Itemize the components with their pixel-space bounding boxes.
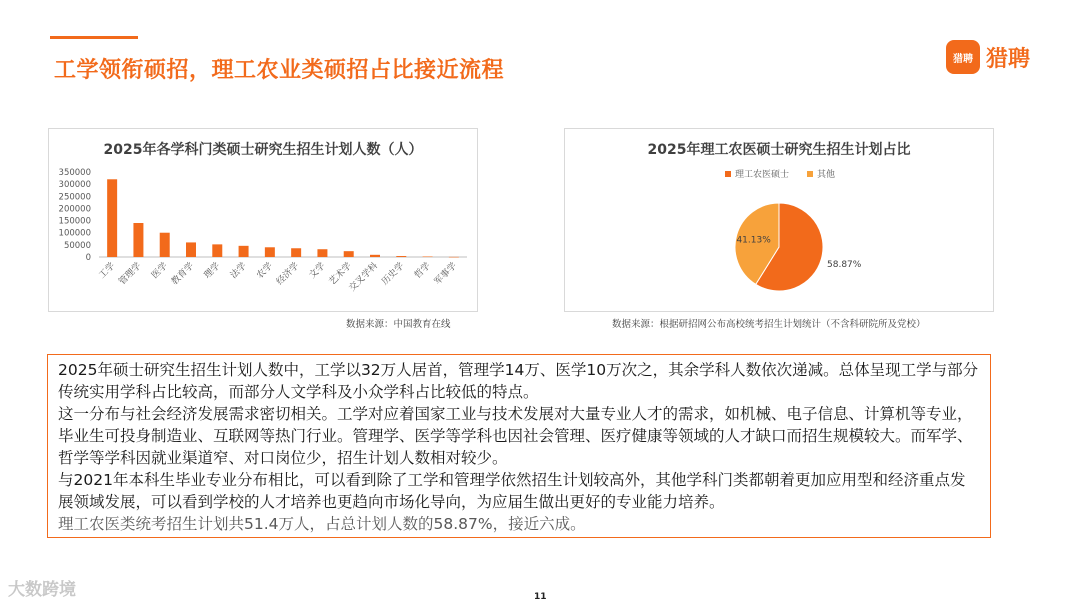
bar-军事学 [449,257,459,258]
bar-chart-panel [48,128,478,312]
page-number: 11 [534,592,547,602]
summary-textbox [47,354,991,538]
summary-paragraph-2: 这一分布与社会经济发展需求密切相关。工学对应着国家工业与技术发展对大量专业人才的需求，如机械、电子信息、计算机等专业，毕业生可投身制造业、互联网等热门行业。管理学、医学等学科也因社会管理、医疗健康等领域的人才缺口而招生规模较大。而军学、哲学等学科因就业渠道窄、对口岗位少，招生计划人数相对较少。 [58,405,973,467]
summary-paragraph-1: 2025年硕士研究生招生计划人数中，工学以32万人居首，管理学14万、医学10万次之，其余学科人数依次递减。总体呈现工学与部分传统实用学科占比较高，而部分人文学科及小众学科占比较低的特点。 [58,361,979,401]
bar-chart-source: 数据来源：中国教育在线 [346,319,451,330]
bar-历史学 [396,256,406,257]
x-tick-label: 工学 [97,261,118,281]
y-tick-label: 50000 [63,240,91,251]
brand-icon-text: 猎聘 [953,53,973,65]
bar-chart-title: 2025年各学科门类硕士研究生招生计划人数（人） [103,142,423,158]
pie-data-label: 58.87% [827,260,862,270]
bar-交叉学科 [370,255,380,257]
x-tick-label: 农学 [255,261,275,281]
y-tick-label: 350000 [58,168,91,178]
bar-医学 [160,233,170,257]
x-tick-label: 理学 [202,261,223,281]
y-tick-label: 100000 [58,228,91,239]
x-tick-label: 文学 [307,261,328,281]
y-tick-label: 150000 [58,216,91,227]
y-tick-label: 0 [85,253,91,263]
bar-教育学 [186,242,196,257]
pie-chart-title: 2025年理工农医硕士研究生招生计划占比 [647,142,911,158]
x-tick-label: 历史学 [380,261,407,288]
pie-chart-source: 数据来源：根据研招网公布高校统考招生计划统计（不含科研院所及党校） [612,319,926,330]
bar-艺术学 [344,251,354,257]
x-tick-label: 教育学 [169,261,197,288]
legend-marker [725,171,731,177]
bar-文学 [317,249,327,257]
bar-经济学 [291,248,301,257]
title-accent-line [50,36,138,39]
bar-法学 [239,246,249,257]
x-tick-label: 经济学 [275,261,302,288]
pie-data-label: 41.13% [736,235,771,246]
summary-paragraph-4: 理工农医类统考招生计划共51.4万人，占总计划人数的58.87%，接近六成。 [58,515,586,533]
legend-label: 其他 [817,170,836,180]
y-tick-label: 250000 [58,192,91,203]
x-tick-label: 交叉学科 [347,261,381,294]
x-tick-label: 医学 [150,261,170,281]
y-tick-label: 200000 [58,204,91,215]
pie-chart [565,129,993,311]
bar-chart [49,129,477,311]
brand-logo-icon [946,40,980,74]
x-tick-label: 军事学 [432,261,459,288]
bar-工学 [107,179,117,257]
watermark: 大数跨境 [8,580,76,600]
bar-农学 [265,247,275,257]
x-tick-label: 管理学 [117,261,144,288]
x-tick-label: 法学 [228,261,249,281]
legend-marker [807,171,813,177]
y-tick-label: 300000 [58,180,91,191]
bar-管理学 [133,223,143,257]
brand-name: 猎聘 [986,46,1031,72]
legend-label: 理工农医硕士 [735,170,790,180]
bar-哲学 [423,257,433,258]
brand-logo [946,40,1030,74]
page-title: 工学领衔硕招，理工农业类硕招占比接近流程 [54,58,505,83]
bar-理学 [212,244,222,257]
x-tick-label: 艺术学 [327,261,354,288]
summary-paragraph-3: 与2021年本科生毕业专业分布相比，可以看到除了工学和管理学依然招生计划较高外，其他学科门类都朝着更加应用型和经济重点发展领域发展，可以看到学校的人才培养也更趋向市场化导向，为应届生做出更好的专业能力培养。 [58,471,966,511]
pie-chart-panel [564,128,994,312]
x-tick-label: 哲学 [412,261,433,281]
